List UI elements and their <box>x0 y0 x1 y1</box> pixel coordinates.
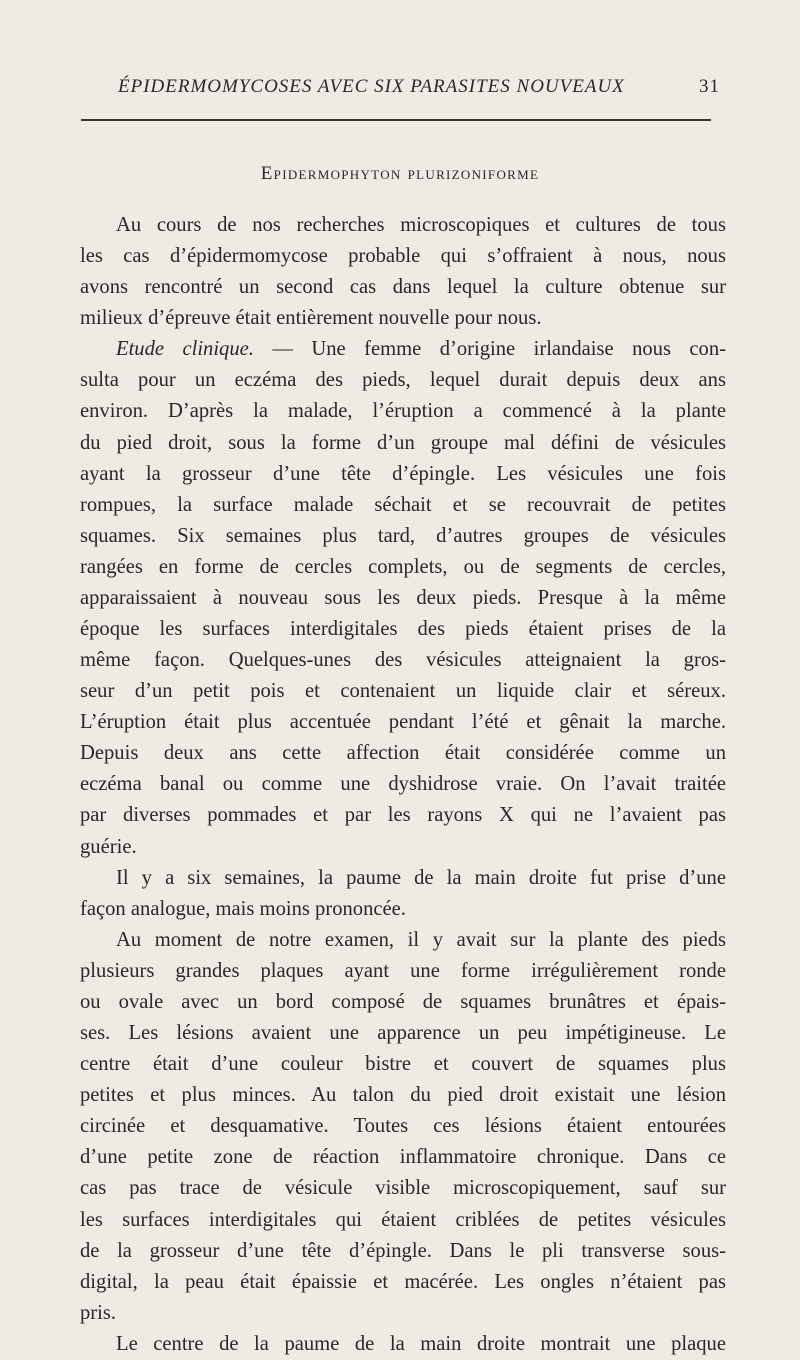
text-line: ayant la grosseur d’une tête d’épingle. Les vésicules une fois <box>80 462 726 485</box>
text-line: petites et plus minces. Au talon du pied droit existait une lésion <box>80 1084 726 1107</box>
text-line: squames. Six semaines plus tard, d’autres groupes de vésicules <box>80 524 726 547</box>
text-line: ou ovale avec un bord composé de squames brunâtres et épais- <box>80 990 726 1013</box>
text-line: Au moment de notre examen, il y avait sur la plante des pieds <box>116 928 726 951</box>
text-line: milieux d’épreuve était entièrement nouvelle pour nous. <box>80 307 542 330</box>
text-line: Le centre de la paume de la main droite montrait une plaque <box>116 1332 726 1355</box>
text-line: par diverses pommades et par les rayons X qui ne l’avaient pas <box>80 804 726 827</box>
text-line: Il y a six semaines, la paume de la main droite fut prise d’une <box>116 866 726 889</box>
running-title: ÉPIDERMOMYCOSES AVEC SIX PARASITES NOUVEAUX <box>118 76 625 97</box>
text-line: Au cours de nos recherches microscopiques et cultures de tous <box>116 214 726 236</box>
text-line: rompues, la surface malade séchait et se recouvrait de petites <box>80 493 726 516</box>
text-line: sulta pour un eczéma des pieds, lequel durait depuis deux ans <box>80 369 726 392</box>
text-line: pris. <box>80 1301 117 1324</box>
italic-lead: Etude clinique. <box>116 338 254 361</box>
text-line: du pied droit, sous la forme d’un groupe mal défini de vésicules <box>80 431 726 454</box>
text-line: de la grosseur d’une tête d’épingle. Dans le pli transverse sous- <box>80 1239 726 1262</box>
body-text <box>80 210 726 1360</box>
text-line: façon analogue, mais moins prononcée. <box>80 897 406 920</box>
running-head <box>80 76 720 102</box>
text-line: centre était d’une couleur bistre et couvert de squames plus <box>80 1053 726 1076</box>
text-line: environ. D’après la malade, l’éruption a commencé à la plante <box>80 400 726 423</box>
text-line: les cas d’épidermomycose probable qui s’offraient à nous, nous <box>80 245 726 268</box>
text-line: apparaissaient à nouveau sous les deux pieds. Presque à la même <box>80 586 726 609</box>
text-line: circinée et desquamative. Toutes ces lésions étaient entourées <box>80 1115 726 1138</box>
text-line: époque les surfaces interdigitales des pieds étaient prises de la <box>80 618 726 641</box>
text-line: d’une petite zone de réaction inflammatoire chronique. Dans ce <box>80 1146 726 1169</box>
page-number: 31 <box>699 76 720 97</box>
text-line-with-lead <box>80 334 726 365</box>
text-line: L’éruption était plus accentuée pendant l’été et gênait la marche. <box>80 711 726 734</box>
section-title: Epidermophyton plurizoniforme <box>260 163 540 184</box>
text-line: seur d’un petit pois et contenaient un liquide clair et séreux. <box>80 680 726 703</box>
text-line: guérie. <box>80 835 137 858</box>
text-line: rangées en forme de cercles complets, ou de segments de cercles, <box>80 555 726 578</box>
text-line: digital, la peau était épaissie et macérée. Les ongles n’étaient pas <box>80 1270 726 1293</box>
text-line-rest: — Une femme d’origine irlandaise nous con- <box>272 338 726 361</box>
text-line: avons rencontré un second cas dans lequel la culture obtenue sur <box>80 276 726 299</box>
text-line: les surfaces interdigitales qui étaient criblées de petites vésicules <box>80 1208 726 1231</box>
text-line: ses. Les lésions avaient une apparence un peu impétigineuse. Le <box>80 1022 726 1045</box>
text-line: eczéma banal ou comme une dyshidrose vraie. On l’avait traitée <box>80 773 726 796</box>
text-line: cas pas trace de vésicule visible microscopiquement, sauf sur <box>80 1177 726 1200</box>
text-line: plusieurs grandes plaques ayant une forme irrégulièrement ronde <box>80 959 726 982</box>
header-rule <box>81 119 711 121</box>
text-line: Depuis deux ans cette affection était considérée comme un <box>80 742 726 765</box>
text-line: même façon. Quelques-unes des vésicules atteignaient la gros- <box>80 649 726 672</box>
